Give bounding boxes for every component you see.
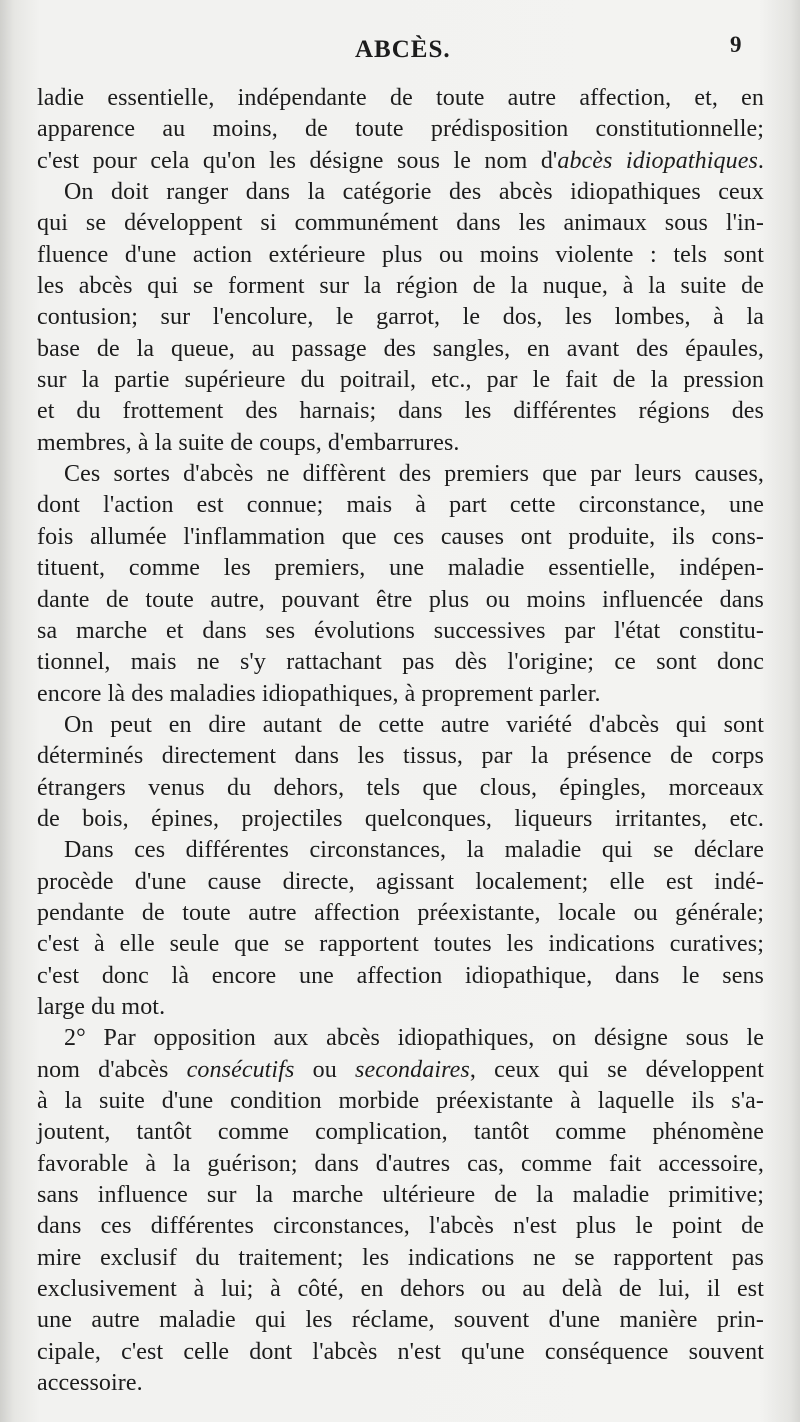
line-text: Dans ces différentes circonstances, la maladie qui se déclare	[64, 837, 764, 864]
text-line	[37, 616, 764, 647]
line-text: ladie essentielle, indépendante de toute autre affection, et, en	[37, 85, 764, 111]
text-line	[37, 1211, 764, 1242]
line-text: nom d'abcès	[37, 1056, 187, 1083]
text-line	[37, 1023, 764, 1054]
text-line	[37, 334, 764, 365]
page-number: 9	[730, 32, 742, 57]
text-line	[37, 1337, 764, 1368]
line-text: c'est donc là encore une affection idiopathique, dans le sens	[37, 962, 764, 989]
line-text: sa marche et dans ses évolutions successives par l'état constitu-	[37, 617, 764, 644]
text-line	[37, 585, 764, 616]
line-text: pendante de toute autre affection préexistante, locale ou générale;	[37, 899, 764, 926]
italic-term: consécutifs	[186, 1056, 295, 1083]
text-line	[37, 553, 764, 584]
text-line	[37, 459, 764, 490]
page-header	[0, 30, 800, 70]
line-text: accessoire.	[37, 1370, 143, 1397]
line-text: dante de toute autre, pouvant être plus ou moins influencée dans	[37, 586, 764, 613]
line-text: c'est à elle seule que se rapportent toutes les indications curatives;	[37, 931, 764, 958]
line-text: à la suite d'une condition morbide préexistante à laquelle ils s'a-	[37, 1088, 764, 1114]
line-text: Ces sortes d'abcès ne diffèrent des premiers que par leurs causes,	[64, 461, 764, 488]
italic-term: abcès idiopathiques	[557, 147, 758, 174]
line-text: tituent, comme les premiers, une maladie essentielle, indépen-	[37, 555, 764, 582]
line-text: .	[757, 147, 764, 174]
text-line	[37, 1274, 764, 1305]
line-text: dans ces différentes circonstances, l'abcès n'est plus le point de	[37, 1213, 764, 1240]
line-text: de bois, épines, projectiles quelconques, liqueurs irritantes, etc.	[37, 805, 764, 832]
line-text: contusion; sur l'encolure, le garrot, le dos, les lombes, à la	[37, 304, 764, 331]
text-line	[37, 1149, 764, 1180]
line-text: c'est pour cela qu'on les désigne sous le nom d'	[37, 147, 558, 174]
text-line	[37, 929, 764, 960]
text-line	[37, 867, 764, 898]
text-line	[37, 428, 764, 459]
line-text: joutent, tantôt comme complication, tantôt comme phénomène	[37, 1119, 764, 1146]
text-line	[37, 490, 764, 521]
text-line	[37, 961, 764, 992]
line-text: une autre maladie qui les réclame, souvent d'une manière prin-	[37, 1307, 764, 1334]
italic-term: secondaires	[355, 1056, 470, 1083]
line-text: encore là des maladies idiopathiques, à proprement parler.	[37, 680, 601, 707]
line-text: les abcès qui se forment sur la région de la nuque, à la suite de	[37, 273, 764, 300]
line-text: 2° Par opposition aux abcès idiopathiques, on désigne sous le	[64, 1025, 764, 1052]
text-line	[37, 679, 764, 710]
line-text: On peut en dire autant de cette autre variété d'abcès qui sont	[64, 711, 764, 738]
line-text: tionnel, mais ne s'y rattachant pas dès l'origine; ce sont donc	[37, 649, 764, 676]
line-text: ou	[294, 1056, 356, 1083]
line-text: sur la partie supérieure du poitrail, etc., par le fait de la pression	[37, 367, 764, 394]
text-line	[37, 1305, 764, 1336]
text-line	[37, 1180, 764, 1211]
text-line	[37, 1055, 764, 1086]
line-text: fluence d'une action extérieure plus ou moins violente : tels sont	[37, 241, 764, 268]
line-text: , ceux qui se développent	[469, 1056, 764, 1083]
text-line	[37, 271, 764, 302]
text-line	[37, 83, 764, 114]
line-text: exclusivement à lui; à côté, en dehors ou au delà de lui, il est	[37, 1276, 764, 1303]
running-title: ABCÈS.	[355, 36, 451, 63]
body-text	[37, 83, 764, 1399]
line-text: base de la queue, au passage des sangles, en avant des épaules,	[37, 335, 764, 362]
text-line	[37, 773, 764, 804]
text-line	[37, 1368, 764, 1399]
line-text: large du mot.	[37, 993, 166, 1020]
text-line	[37, 1243, 764, 1274]
line-text: qui se développent si communément dans les animaux sous l'in-	[37, 210, 764, 237]
line-text: mire exclusif du traitement; les indications ne se rapportent pas	[37, 1244, 764, 1271]
line-text: sans influence sur la marche ultérieure de la maladie primitive;	[37, 1182, 764, 1209]
line-text: étrangers venus du dehors, tels que clous, épingles, morceaux	[37, 774, 764, 801]
text-line	[37, 992, 764, 1023]
text-line	[37, 208, 764, 239]
text-line	[37, 522, 764, 553]
line-text: et du frottement des harnais; dans les différentes régions des	[37, 398, 764, 425]
text-line	[37, 365, 764, 396]
line-text: dont l'action est connue; mais à part cette circonstance, une	[37, 492, 764, 519]
line-text: procède d'une cause directe, agissant localement; elle est indé-	[37, 868, 764, 895]
text-line	[37, 647, 764, 678]
line-text: On doit ranger dans la catégorie des abcès idiopathiques ceux	[64, 179, 764, 206]
line-text: cipale, c'est celle dont l'abcès n'est qu'une conséquence souvent	[37, 1338, 764, 1365]
line-text: membres, à la suite de coups, d'embarrures.	[37, 429, 460, 456]
text-line	[37, 898, 764, 929]
text-line	[37, 1117, 764, 1148]
text-line	[37, 114, 764, 145]
line-text: apparence au moins, de toute prédisposition constitutionnelle;	[37, 116, 764, 143]
line-text: favorable à la guérison; dans d'autres cas, comme fait accessoire,	[37, 1150, 764, 1177]
text-line	[37, 177, 764, 208]
text-line	[37, 1086, 764, 1117]
text-line	[37, 710, 764, 741]
text-line	[37, 741, 764, 772]
text-line	[37, 835, 764, 866]
text-line	[37, 804, 764, 835]
line-text: déterminés directement dans les tissus, par la présence de corps	[37, 743, 764, 770]
line-text: fois allumée l'inflammation que ces causes ont produite, ils cons-	[37, 523, 764, 550]
text-line	[37, 240, 764, 271]
text-line	[37, 302, 764, 333]
text-line	[37, 146, 764, 177]
text-line	[37, 396, 764, 427]
